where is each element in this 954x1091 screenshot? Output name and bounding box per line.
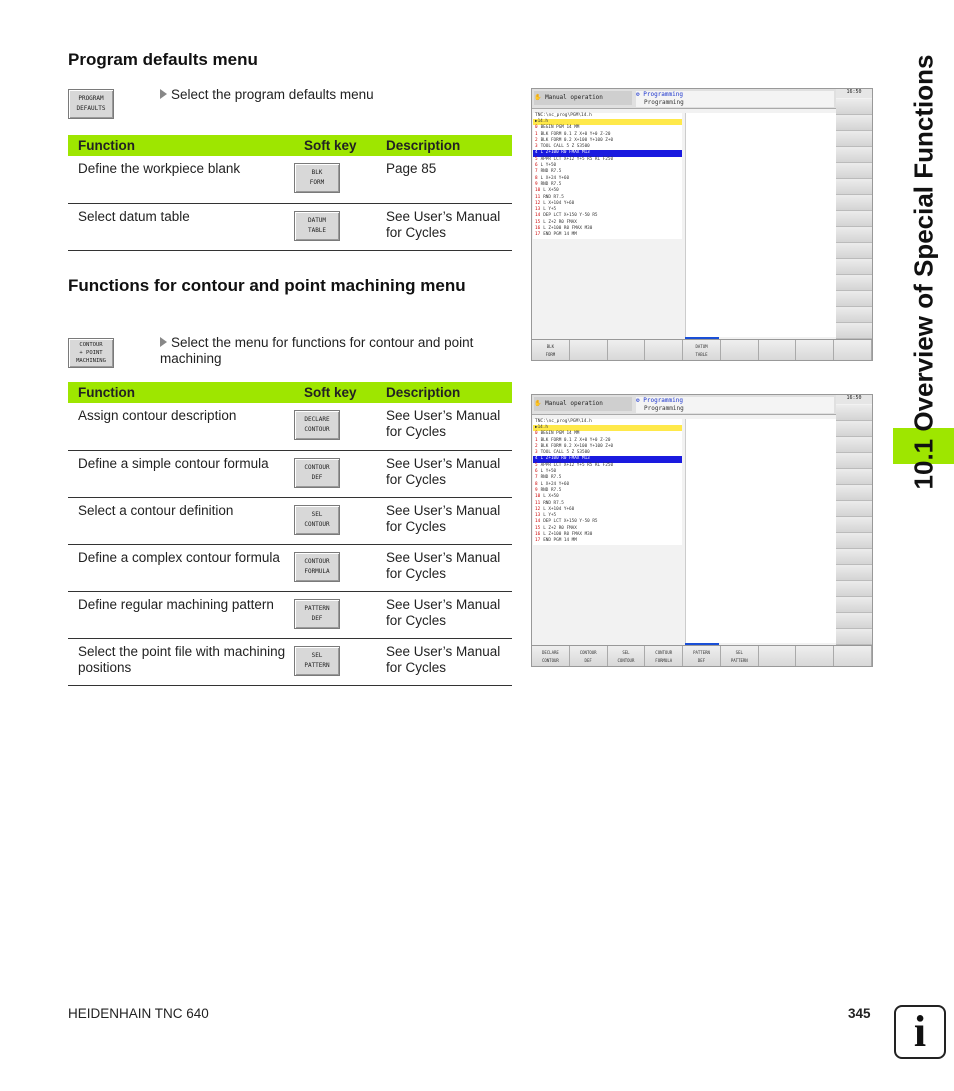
line-text: RND R7.5 bbox=[543, 194, 564, 200]
line-text: BLK FORM 0.1 Z X+0 Y+0 Z-20 bbox=[540, 131, 611, 137]
table-row: Select datum table DATUM TABLE See User’s Manual for Cycles bbox=[68, 203, 512, 250]
line-number: 5 bbox=[535, 156, 538, 162]
program-editor bbox=[533, 113, 682, 239]
programming-icon: ⚙ bbox=[636, 397, 640, 404]
line-number: 16 bbox=[535, 226, 541, 232]
table-row: Select the point file with machining positions SEL PATTERN See User’s Manual for Cycles bbox=[68, 638, 512, 685]
hand-icon: ✋ bbox=[534, 400, 542, 407]
col-function: Function bbox=[68, 382, 294, 403]
line-number: 1 bbox=[535, 437, 538, 443]
line-text: L Y+50 bbox=[540, 469, 557, 475]
line-number: 2 bbox=[535, 137, 538, 143]
line-number: 15 bbox=[535, 525, 541, 531]
info-icon: i bbox=[894, 1005, 946, 1059]
intro-text: Select the program defaults menu bbox=[160, 87, 510, 103]
line-text: BLK FORM 0.1 Z X+0 Y+0 Z-20 bbox=[540, 437, 611, 443]
line-number: 9 bbox=[535, 181, 538, 187]
graphics-window bbox=[685, 113, 836, 337]
line-text: BEGIN PGM 14 MM bbox=[540, 431, 580, 437]
line-number: 0 bbox=[535, 125, 538, 131]
contour-formula-softkey: CONTOUR FORMULA bbox=[294, 552, 340, 582]
line-number: 8 bbox=[535, 175, 538, 181]
program-file: ▶14.h bbox=[533, 119, 682, 125]
program-path: TNC:\nc_prog\PGM\14.h bbox=[535, 113, 592, 118]
footer-manual-name: HEIDENHAIN TNC 640 bbox=[68, 1006, 209, 1021]
page-number: 345 bbox=[848, 1006, 871, 1021]
line-number: 4 bbox=[535, 456, 538, 462]
line-text: L Y+5 bbox=[543, 207, 557, 213]
pattern-def-softkey: PATTERN DEF bbox=[294, 599, 340, 629]
program-line bbox=[533, 538, 682, 544]
table-row: Select a contour definition SEL CONTOUR See User’s Manual for Cycles bbox=[68, 497, 512, 544]
softkey[interactable]: DECLARE CONTOUR bbox=[532, 646, 570, 666]
arrow-icon bbox=[160, 337, 167, 347]
tnc-screenshot-contour-point bbox=[531, 394, 873, 667]
line-number: 0 bbox=[535, 431, 538, 437]
softkey[interactable]: SEL CONTOUR bbox=[608, 646, 646, 666]
softkey[interactable] bbox=[759, 340, 797, 360]
col-softkey: Soft key bbox=[294, 382, 376, 403]
vertical-softkey-bar bbox=[836, 99, 872, 339]
line-text: L X+24 Y+60 bbox=[540, 175, 570, 181]
line-text: RND R7.5 bbox=[543, 500, 564, 506]
softkey-bar bbox=[532, 339, 872, 360]
line-number: 1 bbox=[535, 131, 538, 137]
clock: 16:50 bbox=[836, 89, 872, 98]
line-text: TOOL CALL 5 Z S3500 bbox=[540, 450, 590, 456]
table-row: Define a simple contour formula CONTOUR DEF See User’s Manual for Cycles bbox=[68, 450, 512, 497]
program-defaults-softkey: PROGRAM DEFAULTS bbox=[68, 89, 114, 119]
line-text: L X+24 Y+60 bbox=[540, 481, 570, 487]
line-number: 5 bbox=[535, 462, 538, 468]
softkey[interactable]: DATUM TABLE bbox=[683, 340, 721, 360]
blk-form-softkey: BLK FORM bbox=[294, 163, 340, 193]
col-softkey: Soft key bbox=[294, 135, 376, 156]
table-row: Assign contour description DECLARE CONTOUR See User’s Manual for Cycles bbox=[68, 403, 512, 450]
softkey[interactable] bbox=[796, 646, 834, 666]
line-number: 11 bbox=[535, 194, 541, 200]
line-text: RND R7.5 bbox=[540, 169, 562, 175]
softkey[interactable]: BLK FORM bbox=[532, 340, 570, 360]
mode-programming: ⚙ Programming Programming bbox=[636, 397, 834, 413]
graphics-window bbox=[685, 419, 836, 643]
line-text: DEP LCT X+150 Y-50 R5 bbox=[543, 213, 598, 219]
softkey[interactable] bbox=[796, 340, 834, 360]
line-text: L Z+100 R0 FMAX M13 bbox=[540, 150, 590, 156]
clock: 16:50 bbox=[836, 395, 872, 404]
line-text: L Z+2 R0 FMAX bbox=[543, 525, 577, 531]
line-number: 13 bbox=[535, 207, 541, 213]
programming-icon: ⚙ bbox=[636, 91, 640, 98]
line-number: 4 bbox=[535, 150, 538, 156]
line-text: L X+50 bbox=[543, 494, 559, 500]
intro-text: Select the menu for functions for contour and point machining bbox=[160, 335, 474, 366]
sel-pattern-softkey: SEL PATTERN bbox=[294, 646, 340, 676]
line-text: L Z+2 R0 FMAX bbox=[543, 219, 577, 225]
program-path: TNC:\nc_prog\PGM\14.h bbox=[535, 419, 592, 424]
line-number: 17 bbox=[535, 538, 541, 544]
line-number: 14 bbox=[535, 213, 541, 219]
line-text: L X+104 Y+60 bbox=[543, 506, 575, 512]
program-file: ▶14.h bbox=[533, 425, 682, 431]
softkey-bar bbox=[532, 645, 872, 666]
line-number: 10 bbox=[535, 494, 541, 500]
datum-table-softkey: DATUM TABLE bbox=[294, 211, 340, 241]
section-heading-program-defaults: Program defaults menu bbox=[68, 50, 258, 69]
contour-def-softkey: CONTOUR DEF bbox=[294, 458, 340, 488]
line-text: BLK FORM 0.2 X+100 Y+100 Z+0 bbox=[540, 443, 614, 449]
col-description: Description bbox=[376, 382, 512, 403]
softkey[interactable]: SEL PATTERN bbox=[721, 646, 759, 666]
line-number: 2 bbox=[535, 443, 538, 449]
line-text: TOOL CALL 5 Z S3500 bbox=[540, 144, 590, 150]
line-text: RND R7.5 bbox=[540, 475, 562, 481]
hand-icon: ✋ bbox=[534, 94, 542, 101]
softkey[interactable]: CONTOUR FORMULA bbox=[645, 646, 683, 666]
line-text: RND R7.5 bbox=[540, 181, 562, 187]
line-text: L Z+100 R0 FMAX M13 bbox=[540, 456, 590, 462]
line-number: 13 bbox=[535, 513, 541, 519]
line-text: APPR LCT X+12 Y+5 R5 RL F250 bbox=[540, 462, 614, 468]
line-text: L X+50 bbox=[543, 188, 559, 194]
softkey[interactable] bbox=[759, 646, 797, 666]
function-table bbox=[68, 135, 512, 251]
softkey[interactable]: PATTERN DEF bbox=[683, 646, 721, 666]
line-text: RND R7.5 bbox=[540, 487, 562, 493]
table-row: Define regular machining pattern PATTERN DEF See User’s Manual for Cycles bbox=[68, 591, 512, 638]
line-text: DEP LCT X+150 Y-50 R5 bbox=[543, 519, 598, 525]
mode-manual-operation: ✋ Manual operation bbox=[534, 91, 632, 105]
function-table bbox=[68, 382, 512, 686]
sel-contour-softkey: SEL CONTOUR bbox=[294, 505, 340, 535]
line-number: 17 bbox=[535, 232, 541, 238]
line-number: 11 bbox=[535, 500, 541, 506]
line-text: END PGM 14 MM bbox=[543, 232, 577, 238]
softkey[interactable] bbox=[645, 340, 683, 360]
chapter-title: 10.1 Overview of Special Functions bbox=[908, 54, 939, 490]
declare-contour-softkey: DECLARE CONTOUR bbox=[294, 410, 340, 440]
line-number: 6 bbox=[535, 469, 538, 475]
line-text: L Y+50 bbox=[540, 163, 557, 169]
program-line bbox=[533, 232, 682, 238]
softkey[interactable] bbox=[608, 340, 646, 360]
line-number: 12 bbox=[535, 506, 541, 512]
line-number: 7 bbox=[535, 169, 538, 175]
line-number: 16 bbox=[535, 532, 541, 538]
line-text: APPR LCT X+12 Y+5 R5 RL F250 bbox=[540, 156, 614, 162]
softkey[interactable] bbox=[834, 646, 872, 666]
line-text: END PGM 14 MM bbox=[543, 538, 577, 544]
mode-manual-operation: ✋ Manual operation bbox=[534, 397, 632, 411]
table-row: Define the workpiece blank BLK FORM Page 85 bbox=[68, 156, 512, 203]
section-heading-contour-point: Functions for contour and point machining menu bbox=[68, 276, 466, 295]
softkey[interactable] bbox=[570, 340, 608, 360]
line-number: 9 bbox=[535, 487, 538, 493]
line-text: BEGIN PGM 14 MM bbox=[540, 125, 580, 131]
line-text: L X+104 Y+60 bbox=[543, 200, 575, 206]
line-number: 15 bbox=[535, 219, 541, 225]
tnc-screenshot-program-defaults bbox=[531, 88, 873, 361]
vertical-softkey-bar bbox=[836, 405, 872, 645]
line-number: 10 bbox=[535, 188, 541, 194]
line-text: L Z+100 R0 FMAX M30 bbox=[543, 226, 593, 232]
arrow-icon bbox=[160, 89, 167, 99]
col-function: Function bbox=[68, 135, 294, 156]
line-number: 12 bbox=[535, 200, 541, 206]
line-text: L Y+5 bbox=[543, 513, 557, 519]
softkey[interactable] bbox=[721, 340, 759, 360]
line-number: 3 bbox=[535, 144, 538, 150]
line-text: BLK FORM 0.2 X+100 Y+100 Z+0 bbox=[540, 137, 614, 143]
softkey[interactable] bbox=[834, 340, 872, 360]
mode-programming: ⚙ Programming Programming bbox=[636, 91, 834, 107]
line-number: 14 bbox=[535, 519, 541, 525]
line-number: 7 bbox=[535, 475, 538, 481]
softkey[interactable]: CONTOUR DEF bbox=[570, 646, 608, 666]
table-row: Define a complex contour formula CONTOUR FORMULA See User’s Manual for Cycles bbox=[68, 544, 512, 591]
col-description: Description bbox=[376, 135, 512, 156]
line-text: L Z+100 R0 FMAX M30 bbox=[543, 532, 593, 538]
program-editor bbox=[533, 419, 682, 545]
contour-point-machining-softkey: CONTOUR + POINT MACHINING bbox=[68, 338, 114, 368]
line-number: 8 bbox=[535, 481, 538, 487]
line-number: 3 bbox=[535, 450, 538, 456]
line-number: 6 bbox=[535, 163, 538, 169]
